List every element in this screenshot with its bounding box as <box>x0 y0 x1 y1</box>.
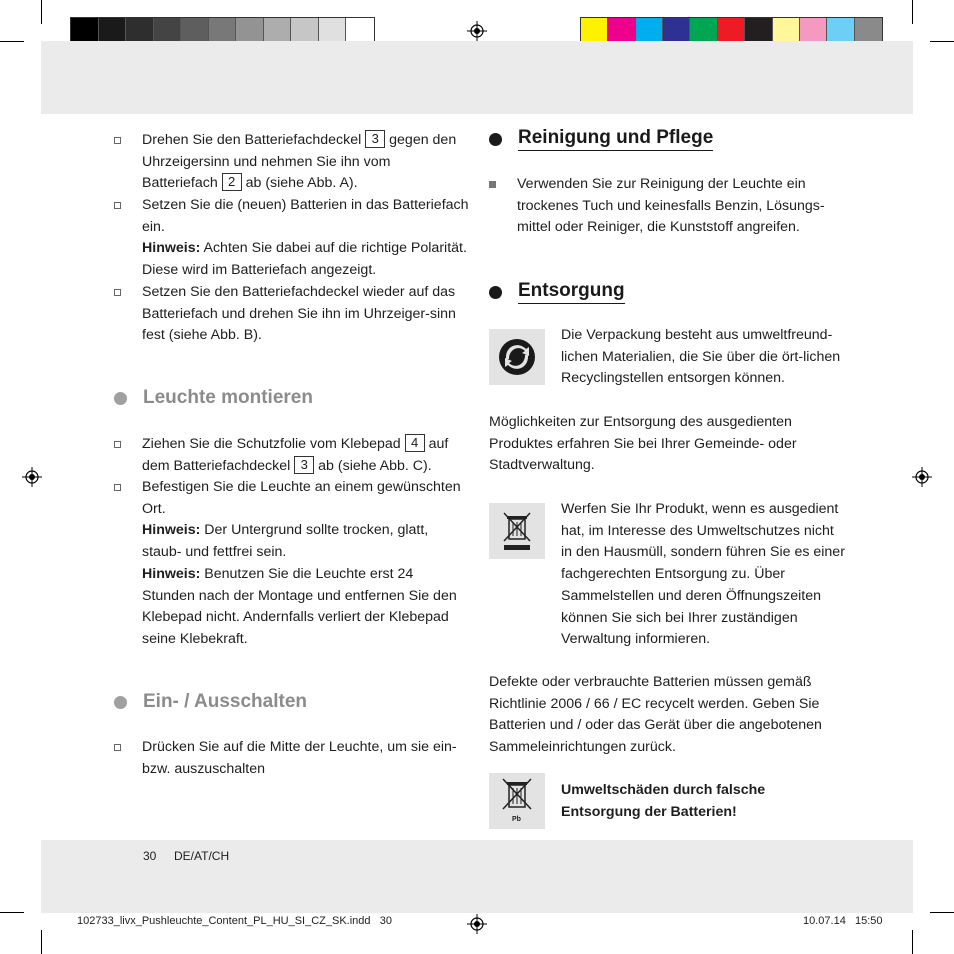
bullet-icon <box>114 137 121 144</box>
list-item <box>114 130 470 195</box>
item-text: ab (siehe Abb. C). <box>314 457 432 474</box>
item-text: Drücken Sie auf die Mitte der Leuchte, um sie ein- bzw. auszuschalten <box>142 739 457 777</box>
section-heading <box>489 280 625 304</box>
recycling-symbol-icon <box>489 329 545 385</box>
note-label: Hinweis: <box>142 240 201 257</box>
note-label: Hinweis: <box>142 522 201 539</box>
heading-label: Entsorgung <box>518 280 625 304</box>
crop-mark <box>930 41 954 42</box>
bullet-icon <box>114 289 121 296</box>
item-text: auf dem Batteriefachdeckel <box>142 436 449 474</box>
section-heading <box>489 127 713 151</box>
bullet-icon <box>114 484 121 491</box>
pb-label: Pb <box>512 816 521 823</box>
weee-bin-icon <box>489 503 545 559</box>
slug-date: 10.07.14 15:50 <box>803 915 883 927</box>
item-text: gegen den Uhrzeigersinn und nehmen Sie ihn vom Batteriefach <box>142 132 457 192</box>
crop-mark <box>912 930 913 954</box>
part-number-box: 3 <box>294 456 314 474</box>
part-number-box: 3 <box>365 130 385 148</box>
section-heading <box>114 387 313 409</box>
list-item <box>114 477 470 651</box>
registration-mark-icon <box>467 914 487 934</box>
crop-mark <box>41 930 42 954</box>
item-text: Setzen Sie die (neuen) Batterien in das Batteriefach ein. <box>142 197 469 235</box>
crop-mark <box>930 912 954 913</box>
battery-directive-text: Defekte oder verbrauchte Batterien müssen gemäß Richtlinie 2006 / 66 / EC recycelt werden. Geben Sie Batterien und / oder das Gerät über die angebotenen Sammeleinrichtungen zurück. <box>489 674 822 756</box>
heading-bullet-icon <box>489 286 502 299</box>
heading-bullet-icon <box>114 696 127 709</box>
heading-bullet-icon <box>114 392 127 405</box>
bullet-icon <box>489 181 496 188</box>
header-band <box>41 41 913 114</box>
slug-file-name: 102733_livx_Pushleuchte_Content_PL_HU_SI_CZ_SK.indd 30 <box>77 915 392 927</box>
note-text: Der Untergrund sollte trocken, glatt, staub- und fettfrei sein. <box>142 522 429 561</box>
section-heading <box>114 691 307 713</box>
note-text: Benutzen Sie die Leuchte erst 24 Stunden nach der Montage und entfernen Sie den Klebepad nicht. Andernfalls verliert der Klebepad seine Klebekraft. <box>142 565 457 647</box>
packaging-text: Die Verpackung besteht aus umweltfreund-lichen Materialien, die Sie über die ört-lichen Recyclingstellen entsorgen können. <box>561 327 841 387</box>
item-text: Drehen Sie den Batteriefachdeckel <box>142 132 366 148</box>
bullet-icon <box>114 202 121 209</box>
heading-label: Ein- / Ausschalten <box>143 691 307 712</box>
list-item <box>114 434 470 477</box>
registration-mark-icon <box>467 21 487 41</box>
item-text: Verwenden Sie zur Reinigung der Leuchte ein trockenes Tuch und keinesfalls Benzin, Lösungs-mittel oder Reiniger, die Kunststoff angreifen. <box>517 176 825 236</box>
heading-label: Leuchte montieren <box>143 387 313 408</box>
footer-band <box>41 840 913 913</box>
disposal-options-text: Möglichkeiten zur Entsorgung des ausgedienten Produktes erfahren Sie bei Ihrer Gemeinde- oder Stadtverwaltung. <box>489 414 797 474</box>
crop-mark <box>912 0 913 24</box>
item-text: Ziehen Sie die Schutzfolie vom Klebepad <box>142 436 405 452</box>
registration-mark-icon <box>22 467 42 487</box>
registration-mark-icon <box>912 467 932 487</box>
note-text: Achten Sie dabei auf die richtige Polarität. Diese wird im Batteriefach angezeigt. <box>142 240 467 279</box>
item-text: ab (siehe Abb. A). <box>241 175 358 192</box>
crop-mark <box>41 0 42 24</box>
item-text: Setzen Sie den Batteriefachdeckel wieder auf das Batteriefach und drehen Sie ihn im Uhrzeiger-sinn fest (siehe Abb. B). <box>142 284 456 344</box>
bullet-icon <box>114 441 121 448</box>
item-text: Befestigen Sie die Leuchte an einem gewünschten Ort. <box>142 479 461 517</box>
bullet-icon <box>114 744 121 751</box>
part-number-box: 2 <box>222 173 242 191</box>
list-item <box>114 282 470 347</box>
list-item <box>489 174 845 239</box>
heading-bullet-icon <box>489 133 502 146</box>
heading-label: Reinigung und Pflege <box>518 127 713 151</box>
battery-warning-text: Umweltschäden durch falsche Entsorgung der Batterien! <box>561 782 766 820</box>
crop-mark <box>0 41 24 42</box>
note-label: Hinweis: <box>142 565 201 582</box>
crop-mark <box>0 912 24 913</box>
battery-disposal-icon <box>489 773 545 829</box>
page-number: 30 <box>143 849 157 863</box>
region-label: DE/AT/CH <box>174 849 230 863</box>
weee-text: Werfen Sie Ihr Produkt, wenn es ausgedient hat, im Interesse des Umweltschutzes nicht in den Hausmüll, sondern führen Sie es einer fachgerechten Entsorgung zu. Über Sammelstellen und deren Öffnungszeiten können Sie sich bei Ihrer zuständigen Verwaltung informieren. <box>561 501 845 648</box>
part-number-box: 4 <box>405 434 425 452</box>
list-item <box>114 195 470 282</box>
list-item <box>114 737 470 780</box>
